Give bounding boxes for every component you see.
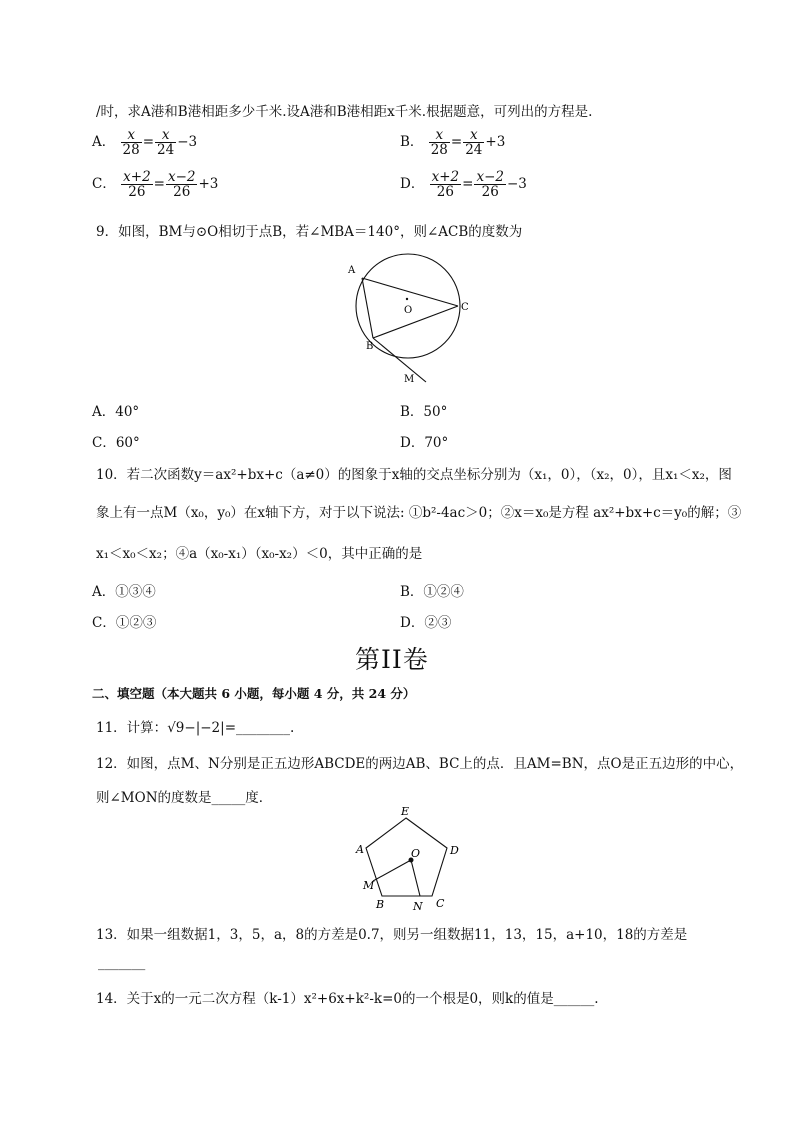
label-b: B	[366, 341, 374, 352]
label-c: C	[436, 897, 445, 910]
q13-line1: 13．如果一组数据1，3，5，a，8的方差是0.7，则另一组数据11，13，15，a+10，18的方差是	[96, 927, 688, 943]
q9-option-c[interactable]: C．60°	[92, 435, 140, 451]
label-o: O	[404, 305, 413, 316]
section-title: 第II卷	[355, 645, 429, 674]
q9-circle-figure	[340, 242, 470, 387]
label-o: O	[411, 847, 421, 860]
label-e: E	[401, 805, 410, 818]
q10-option-c[interactable]: C．①②③	[92, 615, 157, 631]
pentagon-abcde	[366, 818, 447, 896]
q12-line2: 则∠MON的度数是_____度．	[96, 790, 273, 806]
label-b: B	[376, 898, 385, 911]
q8-option-d[interactable]: D． $\frac{x+2}{26}$ = $\frac{x-2}{26}$ −3	[400, 169, 527, 201]
center-dot	[406, 298, 408, 300]
q12-pentagon-figure	[352, 804, 470, 912]
section2-header: 二、填空题（本大题共 6 小题，每小题 4 分，共 24 分）	[92, 686, 416, 701]
fraction: $\frac{x+2}{26}$	[431, 169, 460, 201]
segment-om	[373, 860, 411, 881]
label-c: C	[461, 302, 469, 313]
tangent-bm	[373, 338, 426, 382]
segment-ab	[362, 278, 373, 338]
fraction: $\frac{x-2}{26}$	[476, 169, 504, 201]
q10-line2: 象上有一点M（x₀，y₀）在x轴下方，对于以下说法: ①b²-4ac＞0；②x＝x₀是方程 ax²+bx+c＝y₀的解；③	[96, 505, 742, 521]
label-n: N	[413, 900, 423, 912]
q9-option-b[interactable]: B．50°	[400, 404, 448, 420]
option-label: D．	[400, 176, 425, 193]
answer-blank[interactable]: ________	[236, 720, 290, 736]
fraction: $\frac{x+2}{26}$	[123, 169, 151, 201]
label-m: M	[404, 374, 415, 385]
segment-on	[411, 860, 420, 896]
fraction: $\frac{x}{24}$	[465, 127, 483, 159]
label-a: A	[356, 843, 364, 856]
label-a: A	[348, 265, 356, 276]
answer-blank[interactable]: ______	[553, 991, 595, 1007]
fraction: $\frac{x}{28}$	[122, 127, 140, 159]
label-d: D	[450, 844, 459, 857]
q8-option-c[interactable]: C． $\frac{x+2}{26}$ = $\frac{x-2}{26}$ +3	[92, 169, 219, 201]
q8-option-b[interactable]: B． $\frac{x}{28}$ = $\frac{x}{24}$ +3	[400, 127, 506, 159]
q11-expression: √9−|−2|=	[167, 720, 236, 736]
fraction: $\frac{x}{24}$	[157, 127, 175, 159]
option-label: C．	[92, 176, 116, 193]
q10-option-d[interactable]: D．②③	[400, 615, 452, 631]
q9-option-a[interactable]: A．40°	[92, 404, 140, 420]
fraction: $\frac{x}{28}$	[430, 127, 448, 159]
segment-bc	[373, 306, 458, 338]
segment-ac	[362, 278, 458, 306]
fraction: $\frac{x-2}{26}$	[167, 169, 196, 201]
q10-line3: x₁＜x₀＜x₂；④a（x₀-x₁）（x₀-x₂）＜0，其中正确的是	[96, 546, 423, 562]
answer-blank[interactable]: _____	[211, 790, 246, 806]
q12-line1: 12．如图，点M、N分别是正五边形ABCDE的两边AB、BC上的点．且AM=BN，点O是正五边形的中心，	[96, 756, 744, 772]
option-label: A．	[92, 134, 116, 151]
q8-option-a[interactable]: A． $\frac{x}{28}$ = $\frac{x}{24}$ −3	[92, 127, 198, 159]
q10-option-b[interactable]: B．①②④	[400, 584, 464, 600]
q9-stem: 9．如图，BM与⊙O相切于点B，若∠MBA＝140°，则∠ACB的度数为	[96, 224, 523, 240]
q11: 11．计算：√9−|−2|=________.	[96, 720, 295, 736]
q9-option-d[interactable]: D．70°	[400, 435, 449, 451]
q14: 14．关于x的一元二次方程（k-1）x²+6x+k²-k=0的一个根是0，则k的值是______.	[96, 991, 599, 1007]
answer-blank[interactable]: _______	[98, 955, 146, 971]
q10-line1: 10．若二次函数y＝ax²+bx+c（a≠0）的图象于x轴的交点坐标分别为（x₁，0），（x₂，0），且x₁＜x₂，图	[96, 467, 732, 483]
option-label: B．	[400, 134, 424, 151]
label-m: M	[363, 879, 375, 892]
q8-stem: /时，求A港和B港相距多少千米.设A港和B港相距x千米.根据题意，可列出的方程是.	[96, 104, 593, 120]
q10-option-a[interactable]: A．①③④	[92, 584, 156, 600]
